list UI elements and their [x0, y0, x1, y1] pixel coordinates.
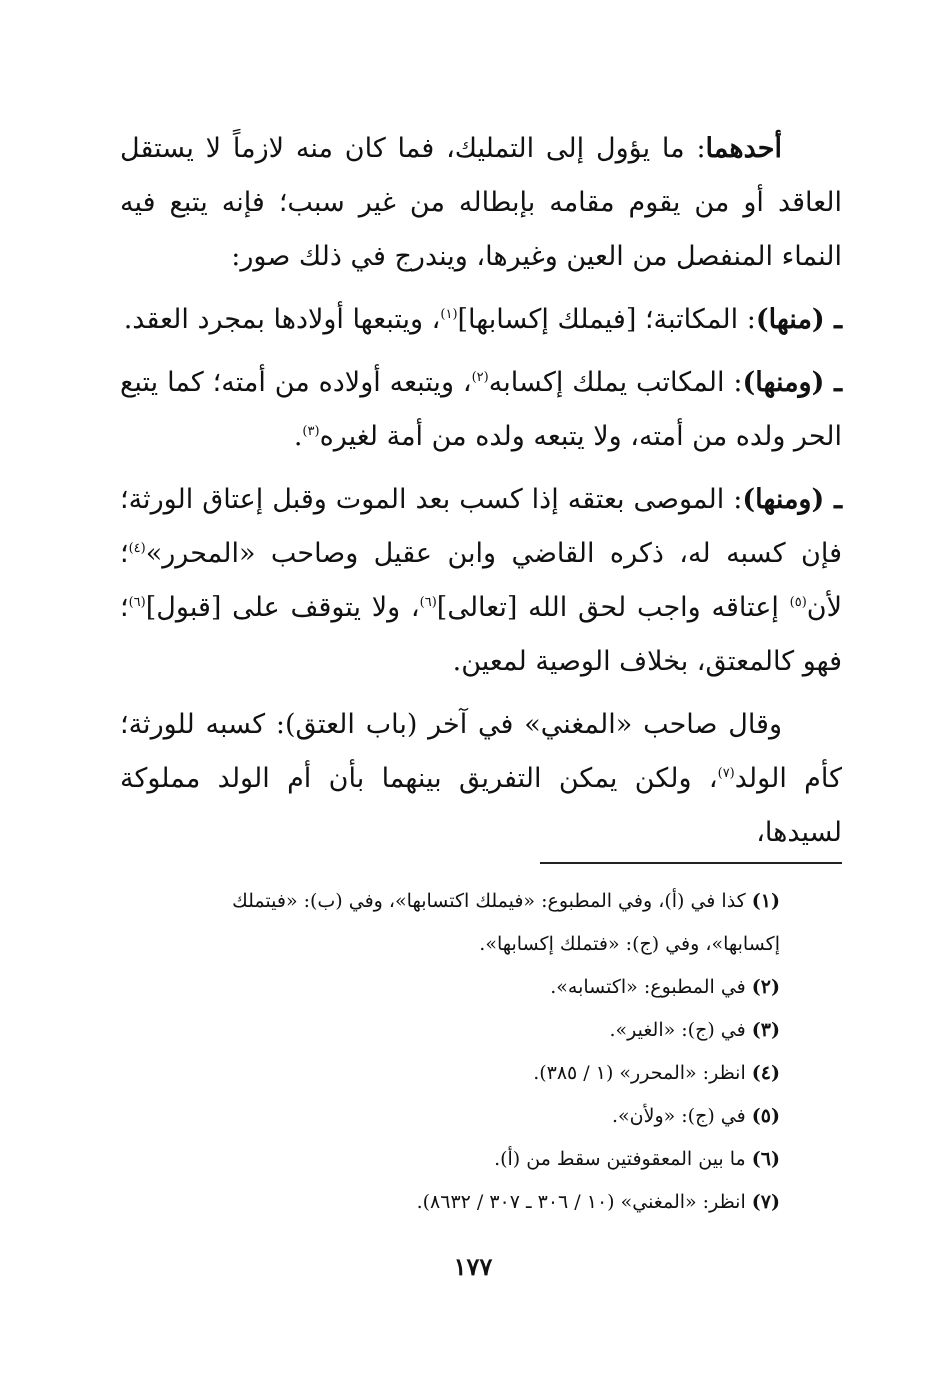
paragraph-text: : المكاتبة؛ [فيملك إكسابها] — [457, 304, 756, 335]
paragraph-text: وقال صاحب «المغني» في آخر (باب العتق): كسبه للورثة؛ كأم الولد — [120, 709, 842, 794]
footnote-ref: (٢) — [471, 370, 489, 385]
footnote-number: (٥) — [751, 1105, 780, 1127]
paragraph-text: : ما يؤول إلى التمليك، فما كان منه لازماً لا يستقل العاقد أو من يقوم مقامه بإبطاله من غير سبب؛ فإنه يتبع فيه النماء المنفصل من العين وغيرها، ويندرج في ذلك صور: — [120, 133, 842, 272]
paragraph-text: : المكاتب يملك إكسابه — [488, 367, 743, 398]
footnote-text: انظر: «المغني» (١٠ / ٣٠٦ ـ ٣٠٧ / ٨٦٣٢). — [416, 1191, 746, 1213]
footnote-4 — [100, 1052, 842, 1095]
footnote-number: (٤) — [751, 1062, 780, 1084]
footnote-separator — [540, 862, 842, 864]
paragraph-3 — [120, 356, 842, 464]
footnote-3 — [100, 1009, 842, 1052]
paragraph-tail: . — [293, 421, 303, 452]
footnote-7 — [100, 1181, 842, 1224]
paragraph-tail: ، ويتبعها أولادها بمجرد العقد. — [123, 304, 441, 335]
paragraph-lead: ـ (ومنها) — [742, 367, 842, 398]
paragraph-mid: ، ويتبعه أولاده من أمته؛ كما يتبع الحر ولده من أمته، ولا يتبعه ولده من أمة لغيره — [120, 367, 842, 452]
footnote-ref: (١) — [440, 307, 458, 322]
paragraph-mid: إعتاقه واجب لحق الله [تعالى] — [436, 592, 790, 623]
footnote-5 — [100, 1095, 842, 1138]
footnote-number: (٣) — [751, 1019, 780, 1041]
paragraph-1 — [120, 122, 842, 284]
footnote-number: (٢) — [751, 976, 780, 998]
footnote-ref: (٦) — [419, 595, 437, 610]
page-number: ١٧٧ — [453, 1252, 493, 1281]
footnote-text: في (ج): «ولأن». — [611, 1105, 746, 1127]
paragraph-4 — [120, 473, 842, 689]
paragraph-lead: أحدهما — [705, 133, 782, 164]
footnote-ref: (٣) — [302, 424, 320, 439]
paragraph-text: : الموصى بعتقه إذا كسب بعد الموت وقبل إعتاق الورثة؛ فإن كسبه له، ذكره القاضي وابن عقيل وصاحب «المحرر» — [120, 484, 842, 569]
paragraph-lead: ـ (ومنها) — [742, 484, 842, 515]
footnote-1 — [100, 880, 842, 923]
footnote-text: في المطبوع: «اكتسابه». — [550, 976, 746, 998]
footnote-ref: (٥) — [789, 595, 807, 610]
paragraph-tail: ، ولكن يمكن التفريق بينهما بأن أم الولد مملوكة لسيدها، — [120, 763, 842, 848]
paragraph-mid: ، ولا يتوقف على [قبول] — [145, 592, 420, 623]
paragraph-lead: ـ (منها) — [755, 304, 842, 335]
footnotes — [100, 880, 842, 1224]
main-text — [120, 122, 842, 869]
footnote-ref: (٧) — [717, 766, 735, 781]
footnote-text: في (ج): «الغير». — [609, 1019, 746, 1041]
footnote-1-continued: إكسابها»، وفي (ج): «فتملك إكسابها». — [479, 933, 780, 955]
paragraph-2 — [120, 293, 842, 347]
paragraph-mid: ؛ لأن — [120, 538, 842, 623]
footnote-ref: (٤) — [128, 541, 146, 556]
footnote-text: ما بين المعقوفتين سقط من (أ). — [494, 1148, 746, 1170]
footnote-text: انظر: «المحرر» (١ / ٣٨٥). — [533, 1062, 746, 1084]
paragraph-tail: ؛ فهو كالمعتق، بخلاف الوصية لمعين. — [120, 592, 842, 677]
footnote-number: (٧) — [751, 1191, 780, 1213]
footnote-6 — [100, 1138, 842, 1181]
footnote-2 — [100, 966, 842, 1009]
footnote-number: (١) — [751, 890, 780, 912]
footnote-text: كذا في (أ)، وفي المطبوع: «فيملك اكتسابها»، وفي (ب): «فيتملك — [232, 890, 746, 912]
footnote-number: (٦) — [751, 1148, 780, 1170]
paragraph-5 — [120, 698, 842, 860]
footnote-ref: (٦) — [128, 595, 146, 610]
